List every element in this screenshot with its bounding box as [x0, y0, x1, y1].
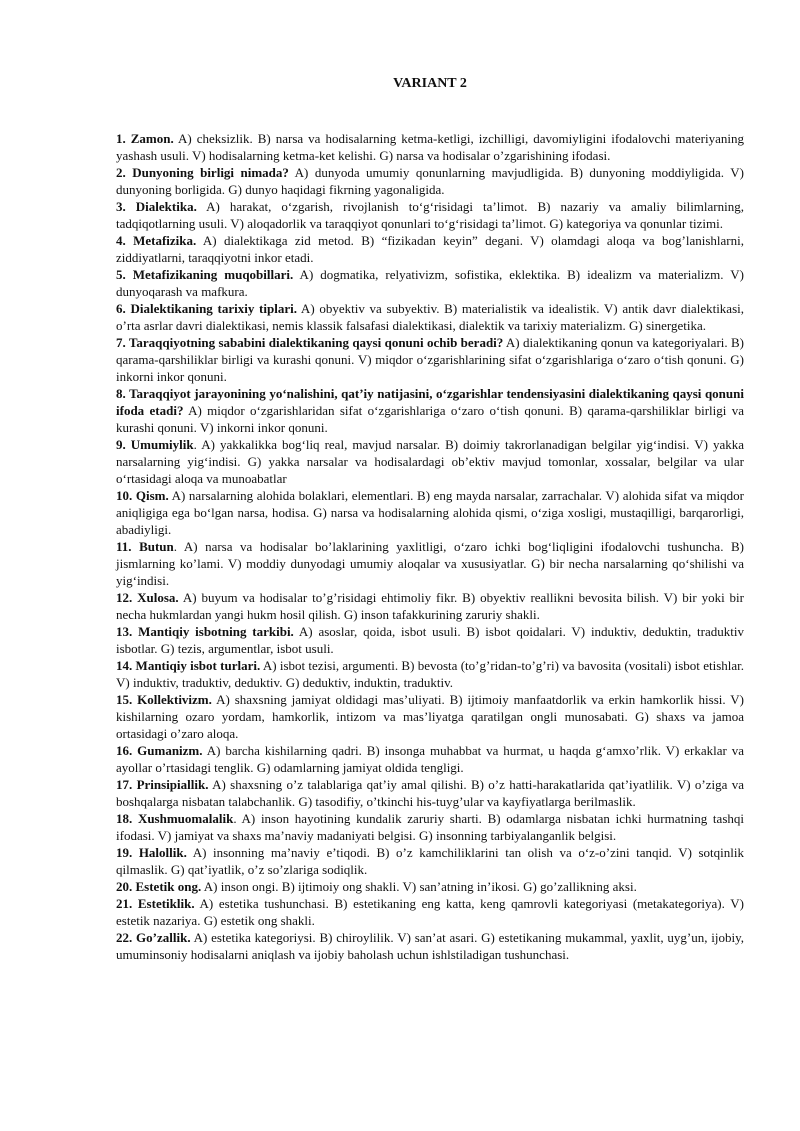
question-item: [116, 776, 744, 810]
page-title: VARIANT 2: [393, 76, 467, 91]
question-item: [116, 164, 744, 198]
question-answers: . A) yakkalikka bog‘liq real, mavjud narsalar. B) doimiy takrorlanadigan belgilar yig‘indisi. V) yakka narsalarning yig‘indisi. G) yakka narsalar va hodisalardagi ob’ektiv mavjud tomonlar, xossalar, belgilar va ular o‘rtasidagi aloqa va munoabatlar: [116, 437, 744, 486]
question-item: [116, 844, 744, 878]
question-answers: . A) inson hayotining kundalik zaruriy sharti. B) odamlarga nisbatan ichki hurmatning tashqi ifodasi. V) jamiyat va shaxs ma’naviy madaniyati belgisi. G) insonning tarbiyalanganlik belgisi.: [116, 811, 744, 843]
question-answers: A) dogmatika, relyativizm, sofistika, eklektika. B) idealizm va materializm. V) dunyoqarash va mafkura.: [116, 267, 744, 299]
question-item: [116, 895, 744, 929]
question-heading: 2. Dunyoning birligi nimada?: [116, 165, 289, 180]
question-heading: 17. Prinsipiallik.: [116, 777, 209, 792]
question-item: [116, 487, 744, 538]
question-heading: 14. Mantiqiy isbot turlari.: [116, 658, 261, 673]
question-heading: 13. Mantiqiy isbotning tarkibi.: [116, 624, 294, 639]
question-item: [116, 929, 744, 963]
question-item: [116, 436, 744, 487]
question-answers: A) narsalarning alohida bolaklari, elementlari. B) eng mayda narsalar, zarrachalar. V) alohida sifat va miqdor aniqligiga ega bo‘lgan narsa, hodisa. G) narsa va hodisalarning alohida qismi, o‘ziga xosligi, mustaqilligi, barqarorligi, abadiyligi.: [116, 488, 744, 537]
question-item: [116, 266, 744, 300]
question-heading: 8. Taraqqiyot jarayonining yo‘nalishini, qat’iy natijasini, o‘zgarishlar tendensiyasini dialektikaning qaysi qonuni ifoda etadi?: [116, 386, 744, 418]
question-answers: A) barcha kishilarning qadri. B) insonga muhabbat va hurmat, u haqda g‘amxo’rlik. V) erkaklar va ayollar o’rtasidagi tenglik. G) odamlarning jamiyat oldida tengligi.: [116, 743, 744, 775]
question-item: [116, 198, 744, 232]
question-answers: A) inson ongi. B) ijtimoiy ong shakli. V) san’atning in’ikosi. G) go’zallikning aksi.: [201, 879, 637, 894]
question-heading: 16. Gumanizm.: [116, 743, 203, 758]
question-answers: A) dialektikaga zid metod. B) “fizikadan keyin” degani. V) olamdagi aloqa va bog’lanishlarni, ziddiyatlarni, taraqqiyotni inkor etadi.: [116, 233, 744, 265]
question-heading: 21. Estetiklik.: [116, 896, 195, 911]
question-heading: 6. Dialektikaning tarixiy tiplari.: [116, 301, 297, 316]
question-answers: A) shaxsning jamiyat oldidagi mas’uliyati. B) ijtimoiy manfaatdorlik va erkin hamkorlik hissi. V) kishilarning ozaro yordam, hamkorlik, intizom va mas’liyatga qaratilgan ongli munosabati. G) shaxs va jamoa ortasidagi o’zaro aloqa.: [116, 692, 744, 741]
question-item: [116, 589, 744, 623]
question-heading: 19. Halollik.: [116, 845, 187, 860]
question-item: [116, 232, 744, 266]
question-answers: A) cheksizlik. B) narsa va hodisalarning ketma-ketligi, izchilligi, davomiyligini ifodalovchi materiyaning yashash usuli. V) hodisalarning ketma-ket kelishi. G) narsa va hodisalar o’zgarishining ifodasi.: [116, 131, 745, 163]
question-answers: A) obyektiv va subyektiv. B) materialistik va idealistik. V) antik davr dialektikasi, o’rta asrlar davri dialektikasi, nemis klassik falsafasi dialektikasi, dialektik va tarixiy materializm. G) sinergetika.: [116, 301, 745, 333]
question-heading: 11. Butun: [116, 539, 174, 554]
question-answers: A) miqdor o‘zgarishlaridan sifat o‘zgarishlariga o‘zaro o‘tish qonuni. B) qarama-qarshiliklar birligi va kurashi qonuni. V) inkorni inkor qonuni.: [116, 403, 744, 435]
question-heading: 12. Xulosa.: [116, 590, 179, 605]
question-heading: 1. Zamon.: [116, 131, 174, 146]
question-heading: 5. Metafizikaning muqobillari.: [116, 267, 294, 282]
question-item: [116, 538, 744, 589]
question-item: [116, 130, 744, 164]
question-heading: 15. Kollektivizm.: [116, 692, 212, 707]
question-answers: A) estetika kategoriysi. B) chiroylilik. V) san’at asari. G) estetikaning mukammal, yaxlit, uyg’un, ijobiy, umuminsoniy hodisalarni aniqlash va ijobiy baholash uchun ishlstiladigan tushunchasi.: [116, 930, 745, 962]
question-item: [116, 300, 744, 334]
question-heading: 22. Go’zallik.: [116, 930, 191, 945]
question-heading: 9. Umumiylik: [116, 437, 194, 452]
question-answers: A) asoslar, qoida, isbot usuli. B) isbot qoidalari. V) induktiv, deduktin, traduktiv isbotlar. G) tezis, argumentlar, isbot usuli.: [116, 624, 744, 656]
question-heading: 18. Xushmuomalalik: [116, 811, 234, 826]
question-heading: 4. Metafizika.: [116, 233, 197, 248]
question-answers: A) shaxsning o’z talablariga qat’iy amal qilishi. B) o’z hatti-harakatlarida qat’iyatlilik. V) o’ziga va boshqalarga nisbatan talabchanlik. G) tasodifiy, o’tkinchi his-tuyg’ular va kayfiyatlarga berilmaslik.: [116, 777, 744, 809]
question-answers: A) dialektikaning qonun va kategoriyalari. B) qarama-qarshiliklar birligi va kurashi qonuni. V) miqdor o‘zgarishlarining sifat o‘zgarishlariga o‘zaro o‘tish qonuni. G) inkorni inkor qonuni.: [116, 335, 744, 384]
question-heading: 20. Estetik ong.: [116, 879, 202, 894]
question-answers: A) estetika tushunchasi. B) estetikaning eng katta, keng qamrovli kategoriyasi (metakategoriya). V) estetik nazariya. G) estetik ong shakli.: [116, 896, 744, 928]
question-item: [116, 623, 744, 657]
question-heading: 7. Taraqqiyotning sababini dialektikaning qaysi qonuni ochib beradi?: [116, 335, 504, 350]
question-answers: A) buyum va hodisalar to’g’risidagi ehtimoliy fikr. B) obyektiv reallikni bevosita bilish. V) bir yoki bir necha hukmlardan yangi hukm hosil qilish. G) inson tafakkurining zaruriy shakli.: [116, 590, 745, 622]
question-item: [116, 385, 744, 436]
question-list: [116, 130, 744, 963]
question-item: [116, 334, 744, 385]
question-heading: 10. Qism.: [116, 488, 169, 503]
question-item: [116, 878, 744, 895]
question-item: [116, 657, 744, 691]
question-item: [116, 691, 744, 742]
question-answers: A) insonning ma’naviy e’tiqodi. B) o’z kamchiliklarini tan olish va o‘z-o’zini tanqid. V) sotqinlik qilmaslik. G) qat’iyatlik, o’z so’zlariga sodiqlik.: [116, 845, 744, 877]
question-item: [116, 742, 744, 776]
question-answers: A) dunyoda umumiy qonunlarning mavjudligida. B) dunyoning moddiyligida. V) dunyoning borligida. G) dunyo haqidagi fikrning yagonaligida.: [116, 165, 744, 197]
question-answers: A) harakat, o‘zgarish, rivojlanish to‘g‘risidagi ta’limot. B) nazariy va amaliy bilimlarning, tadqiqotlarning usuli. V) aloqadorlik va taraqqiyot qonunlari to‘g‘risidagi ta’limot. G) kategoriya va qonunlar tizimi.: [116, 199, 744, 231]
question-item: [116, 810, 744, 844]
question-answers: A) isbot tezisi, argumenti. B) bevosta (to’g’ridan-to’g’ri) va bavosita (vositali) isbot etishlar. V) induktiv, traduktiv, deduktiv. G) deduktiv, induktin, traduktiv.: [116, 658, 744, 690]
question-heading: 3. Dialektika.: [116, 199, 197, 214]
question-answers: . A) narsa va hodisalar bo’laklarining yaxlitligi, o‘zaro ichki bog‘liqligini ifodalovchi tushuncha. B) jismlarning ko’lami. V) moddiy dunyodagi umumiy aloqalar va xususiyatlar. G) bir necha narsalarning qo‘shilishi va yig‘indisi.: [116, 539, 744, 588]
